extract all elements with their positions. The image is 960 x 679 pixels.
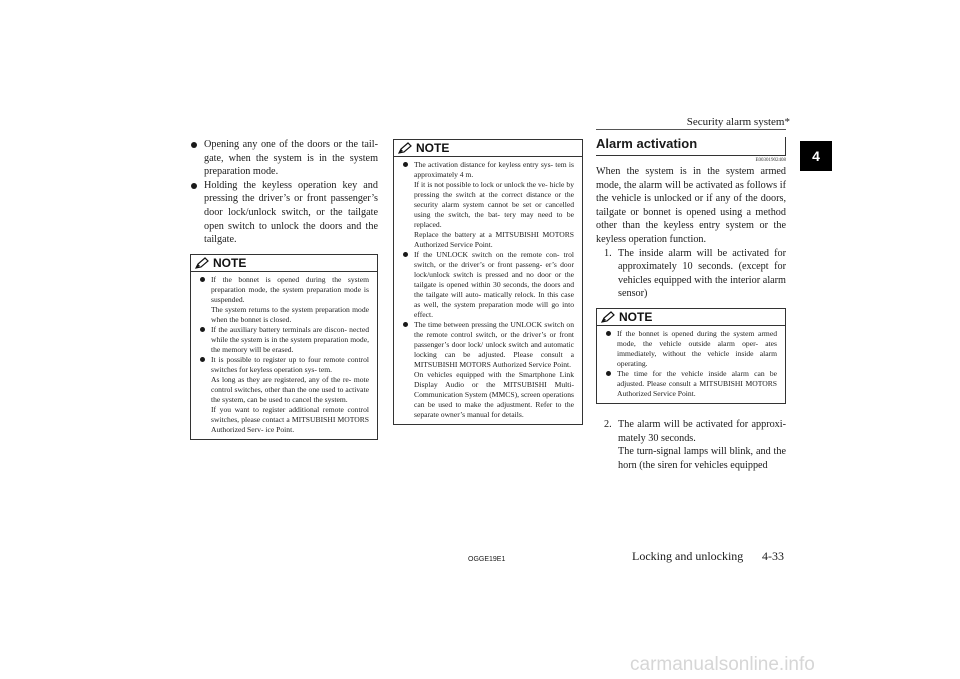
- note-item: If the bonnet is opened during the system preparation mode, the system preparation mode is suspended. The system returns to the system preparation mode when the bonnet is closed.: [191, 275, 377, 325]
- note-header: [191, 255, 377, 272]
- pencil-icon: [398, 142, 412, 154]
- numbered-step: 2. The alarm will be activated for approxi- mately 30 seconds. The turn-signal lamps will blink, and the horn (the siren for vehicles equipped: [604, 418, 786, 471]
- bullet-icon: [606, 371, 611, 376]
- footer-section: Locking and unlocking: [632, 549, 744, 563]
- pencil-icon: [601, 311, 615, 323]
- note-item: The activation distance for keyless entry sys- tem is approximately 4 m. If it is not possible to lock or unlock the ve- hicle by pressing the switch at the correct distance or the security alarm system cannot be set or cancelled using the switch, the bat- tery may need to be replaced. Replace the battery at a MITSUBISHI MOTORS Authorized Service Point.: [394, 160, 582, 250]
- bullet-icon: [403, 252, 408, 257]
- note-label: NOTE: [416, 141, 450, 155]
- pencil-icon: [195, 257, 209, 269]
- footer-code: OGGE19E1: [468, 556, 506, 563]
- note-label: NOTE: [213, 255, 247, 270]
- note-item: It is possible to register up to four remote control switches for keyless operation sys- tem. As long as they are registered, any of the re- mote control switches, other than the one used to activate the system, can be used to cancel the system. If you want to register additional remote control switches, please contact a MITSUBISHI MOTORS Authorized Serv- ice Point.: [191, 355, 377, 435]
- page-number: 4-33: [762, 549, 784, 563]
- intro-paragraph: When the system is in the system armed mode, the alarm will be activated as follows if the vehicle is unlocked or if any of the doors, tailgate or bonnet is opened using a method other than the keyless entry system or the keyless operation function.: [596, 166, 786, 245]
- bullet-icon: [606, 331, 611, 336]
- note-item: If the bonnet is opened during the system armed mode, the vehicle outside alarm oper- ates immediately, without the vehicle inside alarm operating.: [597, 329, 785, 369]
- step-number: 1.: [604, 247, 612, 259]
- note-item: The time between pressing the UNLOCK switch on the remote control switch, or the driver’s or front passenger’s door lock/ unlock switch and automatic locking can be adjusted. Please consult a MITSUBISHI MOTORS Authorized Service Point. On vehicles equipped with the Smartphone Link Display Audio or the MITSUBISHI Multi-Communication System (MMCS), screen operations can be used to make the adjustment. Refer to the separate owner’s manual for details.: [394, 320, 582, 420]
- column-3: [596, 137, 786, 472]
- note-item: If the auxiliary battery terminals are discon- nected while the system is in the system preparation mode, the memory will be erased.: [191, 325, 377, 355]
- bullet-icon: [403, 162, 408, 167]
- bullet-icon: [403, 322, 408, 327]
- page-header-title: Security alarm system*: [686, 116, 790, 128]
- chapter-tab: 4: [800, 141, 832, 171]
- note-header: [597, 309, 785, 326]
- bullet-item: Opening any one of the doors or the tail- gate, when the system is in the system preparation mode.: [190, 138, 378, 179]
- note-box: [393, 139, 583, 425]
- note-header: [394, 140, 582, 157]
- note-box: [596, 308, 786, 404]
- column-1: [190, 138, 378, 440]
- numbered-step: 1. The inside alarm will be activated for approximately 10 seconds. (except for vehicles equipped with the interior alarm sensor): [604, 247, 786, 300]
- section-code: E00301902408: [755, 158, 786, 163]
- header-rule: [596, 129, 786, 130]
- bullet-item: Holding the keyless operation key and pressing the driver’s or front passenger’s door lock/unlock switch, or the tailgate open switch to unlock the doors and the tailgate.: [190, 179, 378, 247]
- column-2: [393, 139, 583, 425]
- note-item: The time for the vehicle inside alarm can be adjusted. Please consult a MITSUBISHI MOTORS Authorized Service Point.: [597, 369, 785, 399]
- note-label: NOTE: [619, 309, 653, 324]
- section-title: Alarm activation: [596, 137, 786, 156]
- note-box: [190, 254, 378, 440]
- bullet-icon: [200, 357, 205, 362]
- bullet-icon: [200, 327, 205, 332]
- bullet-icon: [191, 183, 197, 189]
- note-item: If the UNLOCK switch on the remote con- trol switch, or the driver’s or front passeng- er’s door lock/unlock switch is pressed and no door or the tailgate is opened within 30 seconds, the doors and the tailgate will auto- matically relock. In this case as well, the system preparation mode will go into effect.: [394, 250, 582, 320]
- bullet-icon: [200, 277, 205, 282]
- step-number: 2.: [604, 418, 612, 430]
- watermark: carmanualsonline.info: [630, 654, 815, 675]
- bullet-icon: [191, 142, 197, 148]
